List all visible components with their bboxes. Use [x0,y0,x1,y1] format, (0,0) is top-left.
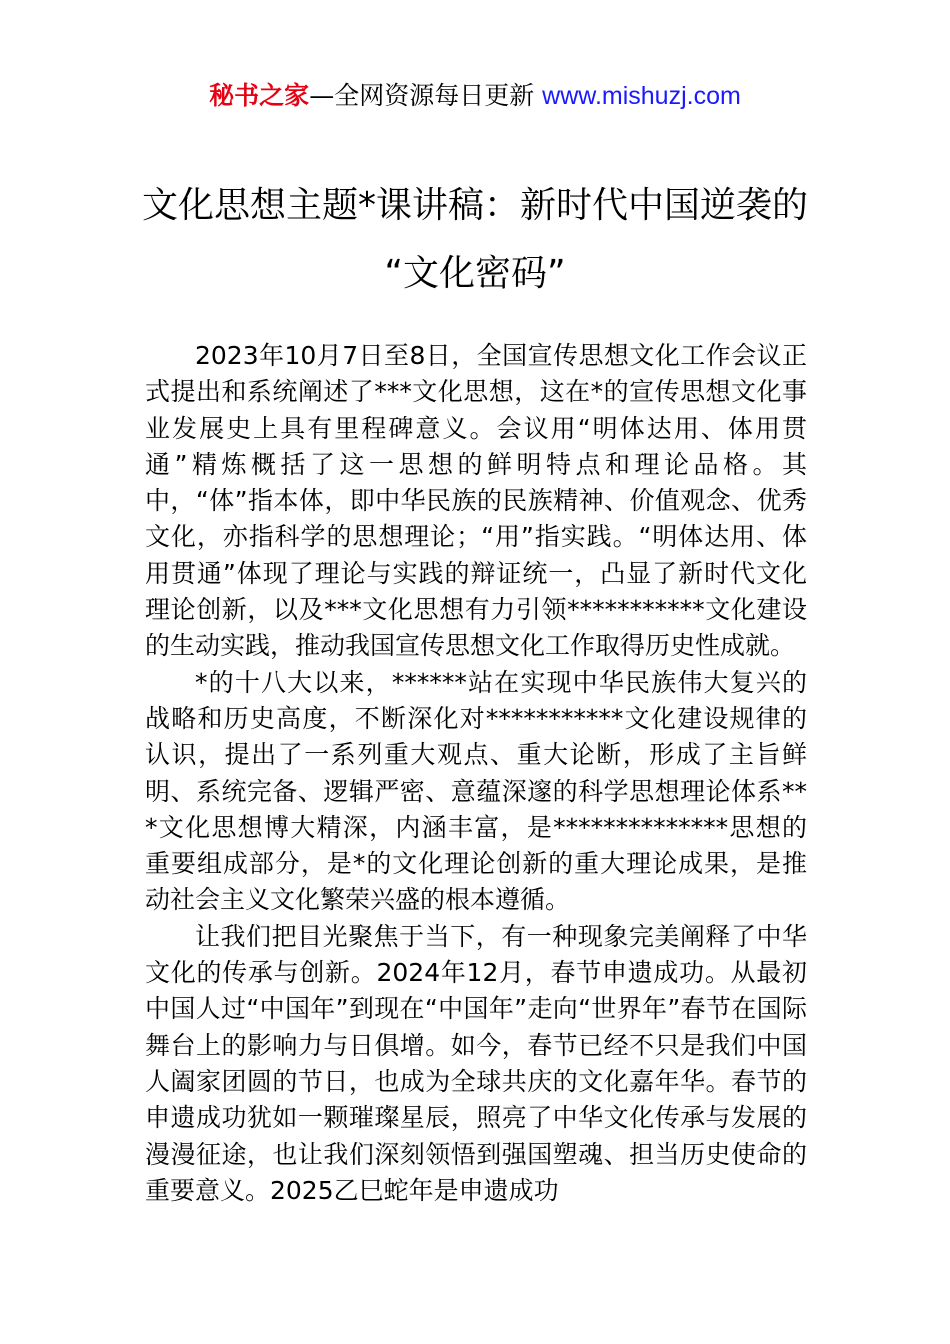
site-header [0,78,950,114]
document-title-line-2: “文化密码” [384,253,566,294]
site-url-link[interactable]: www.mishuzj.com [542,82,741,110]
site-slogan: —全网资源每日更新 [309,81,535,110]
body-paragraph: 让我们把目光聚焦于当下，有一种现象完美阐释了中华文化的传承与创新。2024年12月，春节申遗成功。从最初中国人过“中国年”到现在“中国年”走向“世界年”春节在国际舞台上的影响力与日俱增。如今，春节已经不只是我们中国人阖家团圆的节日，也成为全球共庆的文化嘉年华。春节的申遗成功犹如一颗璀璨星辰，照亮了中华文化传承与发展的漫漫征途，也让我们深刻领悟到强国塑魂、担当历史使命的重要意义。2025乙巳蛇年是申遗成功 [145,921,807,1205]
body-paragraph: 2023年10月7日至8日，全国宣传思想文化工作会议正式提出和系统阐述了***文化思想，这在*的宣传思想文化事业发展史上具有里程碑意义。会议用“明体达用、体用贯通”精炼概括了这一思想的鲜明特点和理论品格。其中，“体”指本体，即中华民族的民族精神、价值观念、优秀文化，亦指科学的思想理论；“用”指实践。“明体达用、体用贯通”体现了理论与实践的辩证统一，凸显了新时代文化理论创新，以及***文化思想有力引领***********文化建设的生动实践，推动我国宣传思想文化工作取得历史性成就。 [145,341,807,661]
document-body [145,338,807,1209]
document-title [100,172,850,308]
document-title-line-1: 文化思想主题*课讲稿：新时代中国逆袭的 [141,185,808,226]
body-paragraph: *的十八大以来，******站在实现中华民族伟大复兴的战略和历史高度，不断深化对***********文化建设规律的认识，提出了一系列重大观点、重大论断，形成了主旨鲜明、系统完备、逻辑严密、意蕴深邃的科学思想理论体系***文化思想博大精深，内涵丰富，是**************思想的重要组成部分，是*的文化理论创新的重大理论成果，是推动社会主义文化繁荣兴盛的根本遵循。 [145,667,807,915]
site-brand: 秘书之家 [209,81,310,110]
